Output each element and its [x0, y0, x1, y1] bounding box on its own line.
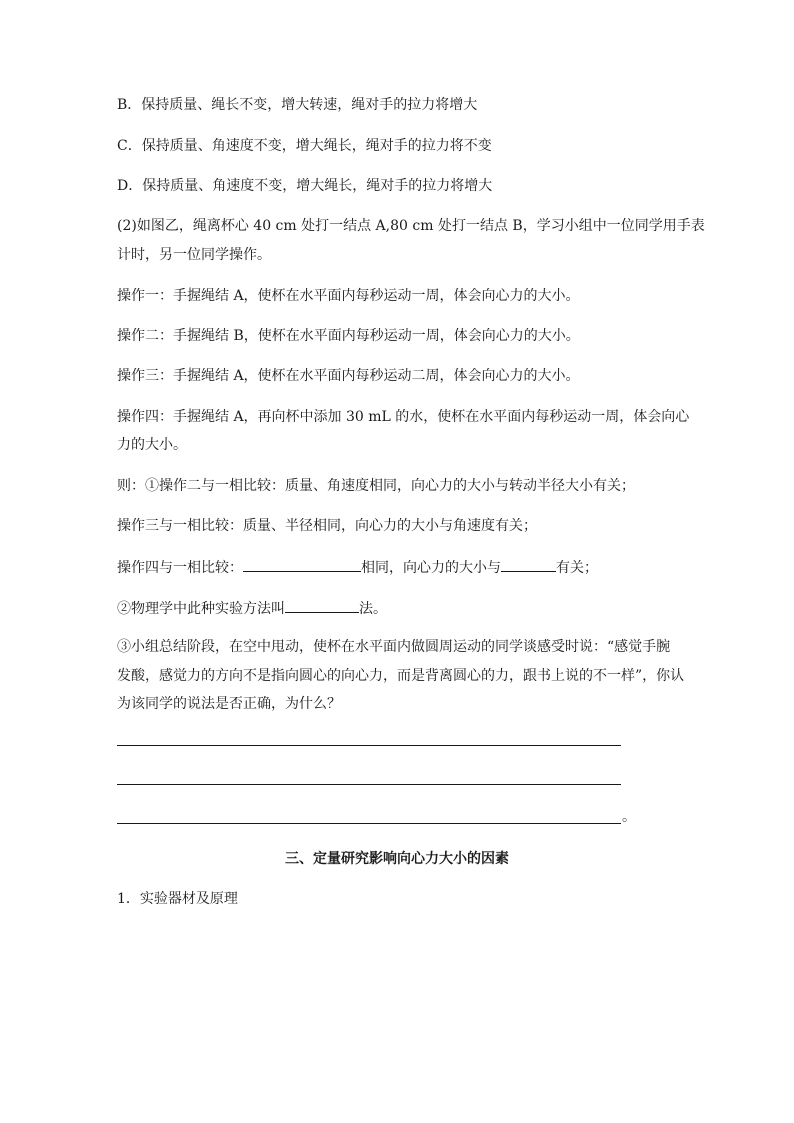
method-question-suffix: 法。 [359, 601, 387, 617]
comparison-three-one: 操作三与一相比较：质量、半径相同，向心力的大小与角速度有关； [117, 518, 537, 534]
section-three-item1: 1．实验器材及原理 [117, 891, 238, 907]
answer-blank-same-quantity[interactable] [243, 557, 361, 572]
comparison-four-one-suffix: 有关； [556, 560, 598, 576]
answer-line-3[interactable] [117, 823, 621, 824]
comparison-four-one [117, 557, 598, 577]
operation-two: 操作二：手握绳结 B，使杯在水平面内每秒运动一周，体会向心力的大小。 [117, 328, 580, 344]
answer-end-mark: 。 [622, 809, 636, 825]
method-question-prefix: ②物理学中此种实验方法叫 [117, 601, 285, 617]
option-b: B．保持质量、绳长不变，增大转速，绳对手的拉力将增大 [117, 97, 478, 113]
summary-line1: ③小组总结阶段，在空中甩动，使杯在水平面内做圆周运动的同学谈感受时说：“感觉手腕 [117, 639, 671, 655]
operation-three: 操作三：手握绳结 A，使杯在水平面内每秒运动二周，体会向心力的大小。 [117, 368, 580, 384]
question2-intro-line2: 计时，另一位同学操作。 [117, 247, 271, 263]
comparison-two-one: 则：①操作二与一相比较：质量、角速度相同，向心力的大小与转动半径大小有关； [117, 478, 635, 494]
operation-four-line1: 操作四：手握绳结 A，再向杯中添加 30 mL 的水，使杯在水平面内每秒运动一周，体会向心 [117, 409, 690, 425]
answer-line-2[interactable] [117, 784, 621, 785]
question2-intro-line1: (2)如图乙，绳离杯心 40 cm 处打一结点 A,80 cm 处打一结点 B，学习小组中一位同学用手表 [117, 218, 705, 234]
option-d: D．保持质量、角速度不变，增大绳长，绳对手的拉力将增大 [117, 178, 493, 194]
operation-one: 操作一：手握绳结 A，使杯在水平面内每秒运动一周，体会向心力的大小。 [117, 288, 580, 304]
option-c: C．保持质量、角速度不变，增大绳长，绳对手的拉力将不变 [117, 138, 492, 154]
answer-blank-method[interactable] [285, 598, 359, 613]
answer-line-1[interactable] [117, 745, 621, 746]
summary-line2: 发酸，感觉力的方向不是指向圆心的向心力，而是背离圆心的力，跟书上说的不一样”，你认 [117, 668, 685, 684]
operation-four-line2: 力的大小。 [117, 437, 187, 453]
comparison-four-one-middle: 相同，向心力的大小与 [361, 560, 501, 576]
section-three-heading: 三、定量研究影响向心力大小的因素 [285, 851, 509, 867]
answer-blank-related-quantity[interactable] [501, 557, 556, 572]
summary-line3: 为该同学的说法是否正确，为什么？ [117, 696, 341, 712]
comparison-four-one-prefix: 操作四与一相比较： [117, 560, 243, 576]
method-question [117, 598, 387, 618]
